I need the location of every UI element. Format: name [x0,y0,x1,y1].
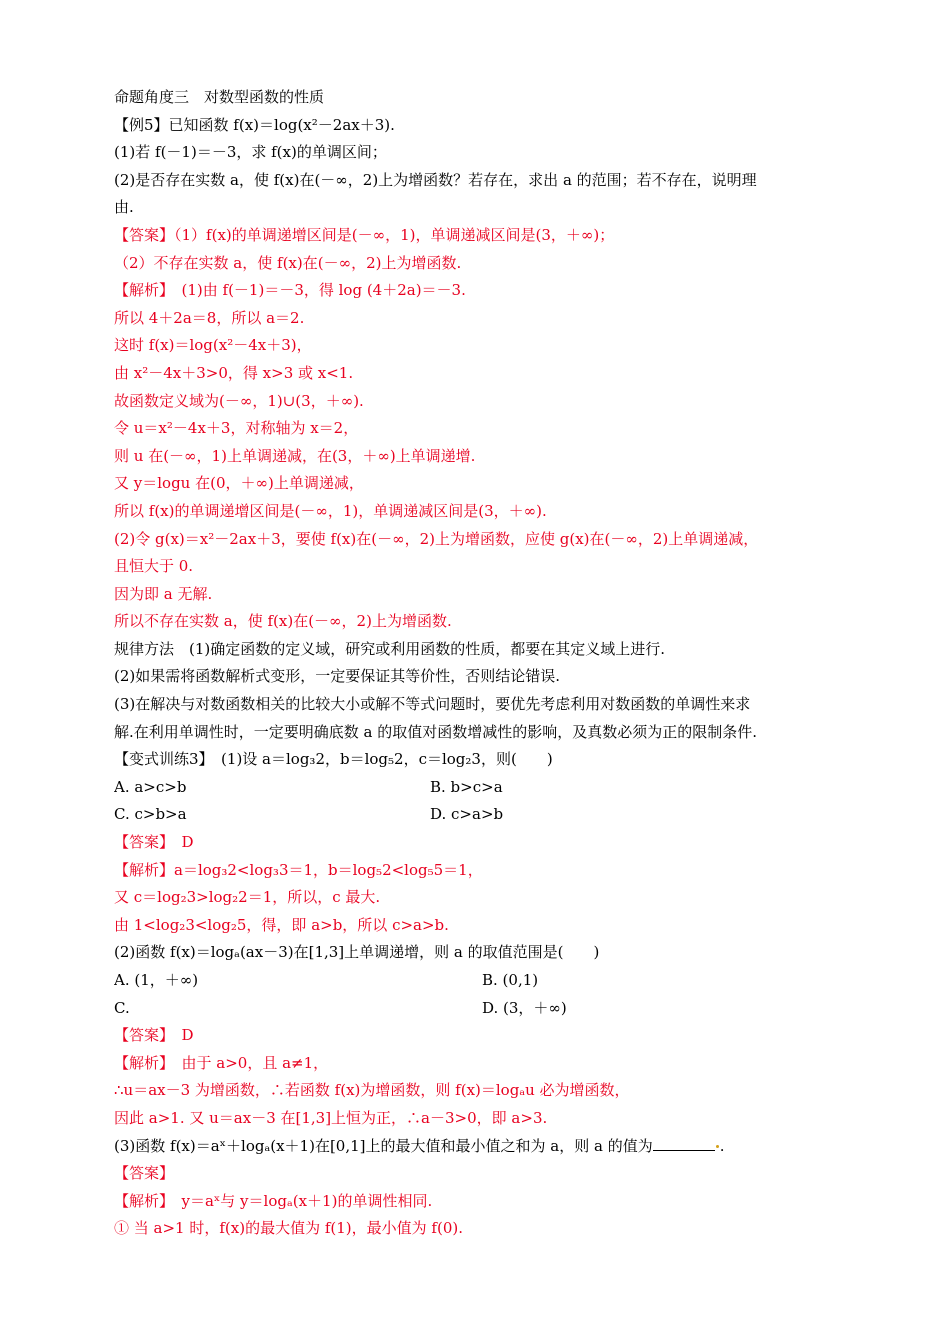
option-a: A. (1，＋∞) [114,971,199,989]
text-line: 这时 f(x)＝log(x²－4x＋3)， [114,336,312,355]
text-line: 规律方法 (1)确定函数的定义域，研究或利用函数的性质，都要在其定义域上进行. [114,639,666,658]
option-c: C. [114,998,130,1017]
answer-blank[interactable] [653,1136,715,1151]
text-line: 所以 4＋2a＝8，所以 a＝2. [114,308,305,327]
text-line: (1)若 f(－1)＝－3，求 f(x)的单调区间； [114,143,387,162]
option-d: D. (3，＋∞) [482,998,567,1017]
text-line: 由 x²－4x＋3>0，得 x>3 或 x<1. [114,363,354,382]
text-line: 故函数定义域为(－∞，1)∪(3，＋∞). [114,391,364,410]
text-line: (2)是否存在实数 a，使 f(x)在(－∞，2)上为增函数？若存在，求出 a 的范围；若不存在，说明理 [114,170,757,189]
text-block-training-1 [114,829,840,967]
text-line: 解.在利用单调性时，一定要明确底数 a 的取值对函数增减性的影响，及真数必须为正的限制条件. [114,722,758,741]
text-line: (2)令 g(x)＝x²－2ax＋3，要使 f(x)在(－∞，2)上为增函数，应使 g(x)在(－∞，2)上单调递减， [114,529,759,548]
option-d: D. c>a>b [430,805,504,824]
text-line: 【答案】 D [114,833,194,852]
text-line: 又 c＝log₂3>log₂2＝1，所以，c 最大. [114,888,381,907]
text-line: 【解析】 y＝aˣ与 y＝logₐ(x＋1)的单调性相同. [114,1191,433,1210]
option-a: A. a>c>b [114,777,187,796]
options-row-3 [114,967,840,995]
text-line: 【解析】a＝log₃2<log₃3＝1，b＝log₅2<log₅5＝1， [114,860,483,879]
text-line: 所以不存在实数 a，使 f(x)在(－∞，2)上为增函数. [114,612,452,631]
text-line: 由 1<log₂3<log₂5，得，即 a>b，所以 c>a>b. [114,915,449,934]
options-row-4 [114,995,840,1023]
text-line: 【答案】 D [114,1026,194,1045]
text-line: 【答案】 [114,1164,175,1183]
text-line: ∴u＝ax－3 为增函数，∴若函数 f(x)为增函数，则 f(x)＝logₐu 必为增函数， [114,1081,630,1100]
text-line: (2)如果需将函数解析式变形，一定要保证其等价性，否则结论错误. [114,667,561,686]
text-line: 且恒大于 0. [114,557,194,576]
text-block-training-3 [114,1160,840,1243]
text-line: (3)在解决与对数函数相关的比较大小或解不等式问题时，要优先考虑利用对数函数的单调性来求 [114,695,751,714]
text-line: 因此 a>1. 又 u＝ax－3 在[1,3]上恒为正，∴a－3>0，即 a>3. [114,1108,548,1127]
text-block-training-2 [114,1022,840,1132]
question-3-end: . [719,1136,725,1155]
text-line: 命题角度三 对数型函数的性质 [114,88,325,106]
text-line: 令 u＝x²－4x＋3，对称轴为 x＝2， [114,419,359,438]
text-line: 所以 f(x)的单调递增区间是(－∞，1)，单调递减区间是(3，＋∞). [114,501,547,520]
text-line: 【变式训练3】 (1)设 a＝log₃2，b＝log₅2，c＝log₂3，则( ) [114,750,553,769]
text-line: 又 y＝logu 在(0，＋∞)上单调递减， [114,474,364,493]
option-b: B. (0,1) [482,971,539,989]
question-3 [114,1133,840,1161]
option-c: C. c>b>a [114,805,187,824]
options-row-2 [114,801,840,829]
text-line: 因为即 a 无解. [114,584,213,603]
question-3-text: (3)函数 f(x)＝aˣ＋logₐ(x＋1)在[0,1]上的最大值和最小值之和为 a，则 a 的值为 [114,1136,653,1155]
text-line: 【解析】 (1)由 f(－1)＝－3，得 log (4＋2a)＝－3. [114,281,466,300]
text-line: 【答案】（1）f(x)的单调递增区间是(－∞，1)，单调递减区间是(3，＋∞)； [114,225,615,244]
text-line: 【例5】已知函数 f(x)＝log(x²－2ax＋3). [114,115,395,134]
text-line: 则 u 在(－∞，1)上单调递减，在(3，＋∞)上单调递增. [114,446,476,465]
document-page [114,84,840,1243]
text-line: (2)函数 f(x)＝logₐ(ax－3)在[1,3]上单调递增，则 a 的取值范围是( ) [114,943,600,962]
text-line: （2）不存在实数 a，使 f(x)在(－∞，2)上为增函数. [114,253,462,272]
options-row-1 [114,774,840,802]
text-line: ① 当 a>1 时，f(x)的最大值为 f(1)，最小值为 f(0). [114,1219,463,1238]
marker-dot-icon [716,1145,719,1148]
text-line: 由. [114,198,134,217]
option-b: B. b>c>a [430,777,503,796]
text-block-example5 [114,84,840,774]
text-line: 【解析】 由于 a>0，且 a≠1， [114,1053,329,1072]
